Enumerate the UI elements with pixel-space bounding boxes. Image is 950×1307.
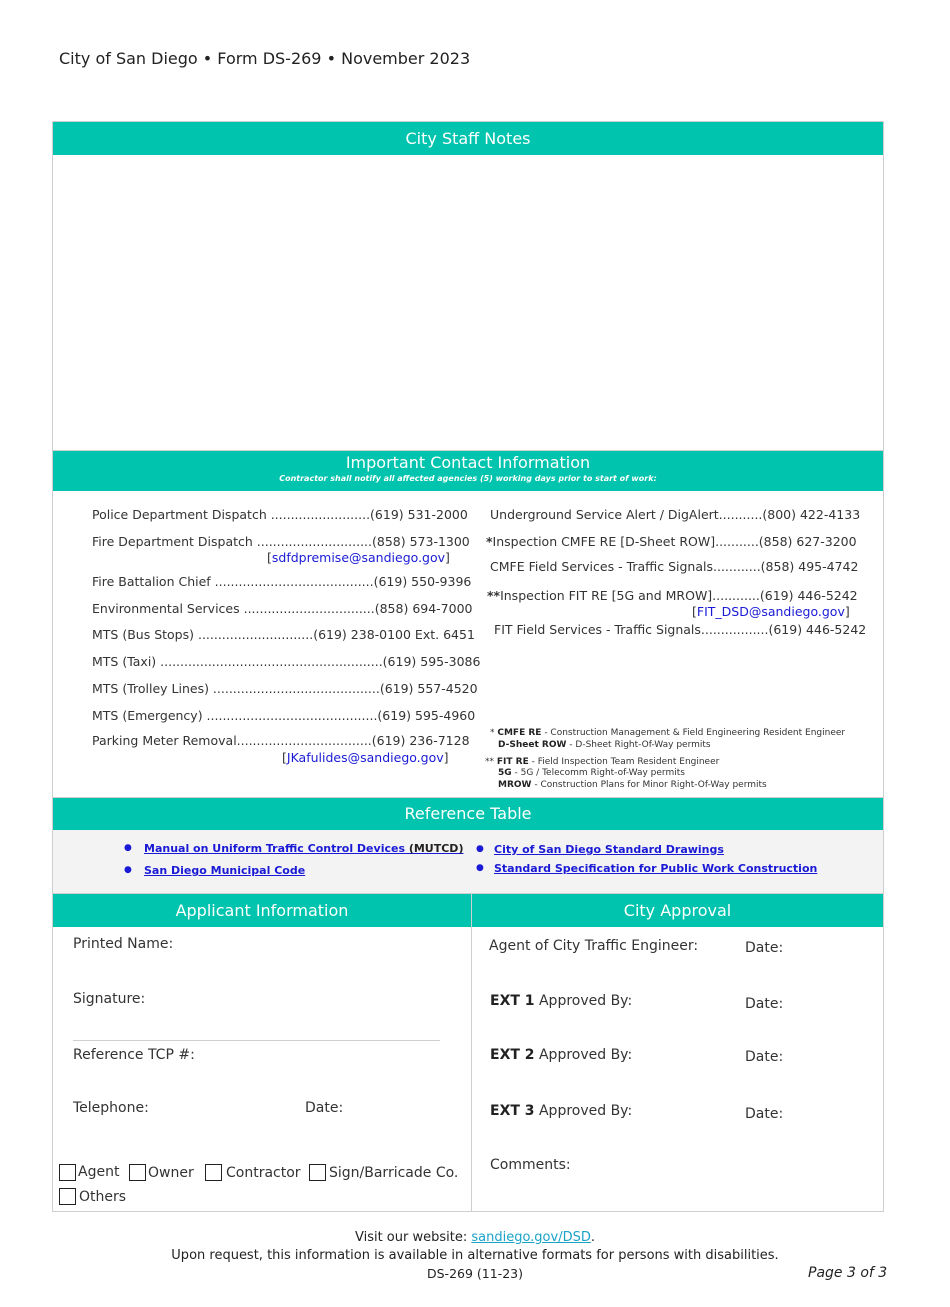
- note-mrow: MROW - Construction Plans for Minor Right-Of-Way permits: [498, 780, 767, 790]
- footer-accessibility: Upon request, this information is available in alternative formats for persons with disabilities.: [171, 1248, 779, 1263]
- bullet-4: ●: [476, 863, 484, 873]
- contact-environmental: Environmental Services .................................(858) 694-7000: [92, 601, 473, 616]
- fit-email-link[interactable]: FIT_DSD@sandiego.gov: [696, 604, 845, 619]
- form-header: City of San Diego • Form DS-269 • November 2023: [59, 49, 471, 68]
- contact-cmfe-signals: [490, 559, 858, 574]
- note-fit: ** FIT RE - Field Inspection Team Resident Engineer: [485, 757, 720, 767]
- sign-barricade-checkbox[interactable]: [309, 1164, 326, 1181]
- contact-fire-dispatch: Fire Department Dispatch .............................(858) 573-1300: [92, 534, 470, 549]
- sign-barricade-label: Sign/Barricade Co.: [329, 1165, 459, 1181]
- contact-digalert: [490, 507, 860, 522]
- contact-mts-emergency: MTS (Emergency) ...........................................(619) 595-4960: [92, 708, 476, 723]
- contact-mts-bus: MTS (Bus Stops) .............................(619) 238-0100 Ext. 6451: [92, 627, 475, 642]
- reference-title: Reference Table: [404, 804, 532, 823]
- footer-form-code: DS-269 (11-23): [427, 1266, 523, 1281]
- bullet-2: ●: [124, 865, 132, 875]
- contact-title: Important Contact Information: [345, 453, 591, 472]
- approval-date-label-3: Date:: [745, 1049, 784, 1065]
- column-divider: [471, 894, 472, 1211]
- contact-fit-text: Inspection FIT RE [5G and MROW]............(619) 446-5242: [500, 588, 858, 603]
- ext1-label: EXT 1 Approved By:: [490, 993, 633, 1009]
- contact-parking: Parking Meter Removal..................................(619) 236-7128: [92, 733, 470, 748]
- owner-checkbox[interactable]: [129, 1164, 146, 1181]
- agent-label: Agent: [78, 1164, 120, 1180]
- contact-fit-mark: **: [487, 588, 501, 603]
- approval-bar: [472, 894, 883, 927]
- contractor-label: Contractor: [226, 1165, 301, 1181]
- website-link[interactable]: sandiego.gov/DSD: [471, 1230, 591, 1245]
- footer-website-line: Visit our website: sandiego.gov/DSD.: [354, 1230, 596, 1245]
- contact-mts-trolley: MTS (Trolley Lines) ..........................................(619) 557-4520: [92, 681, 478, 696]
- page-number: Page 3 of 3: [808, 1265, 888, 1281]
- link-standard-specification[interactable]: Standard Specification for Public Work Construction: [494, 862, 818, 875]
- approval-date-label-4: Date:: [745, 1106, 784, 1122]
- contact-cmfe-text: Inspection CMFE RE [D-Sheet ROW]...........(858) 627-3200: [492, 534, 857, 549]
- contact-police: Police Department Dispatch .........................(619) 531-2000: [92, 507, 468, 522]
- approval-date-label-1: Date:: [745, 940, 784, 956]
- owner-label: Owner: [148, 1165, 194, 1181]
- approval-title: City Approval: [623, 901, 732, 920]
- contact-battalion: Fire Battalion Chief ........................................(619) 550-9396: [92, 574, 472, 589]
- agent-traffic-engineer-label: Agent of City Traffic Engineer:: [489, 938, 699, 954]
- reference-tcp-label: Reference TCP #:: [73, 1047, 195, 1063]
- staff-notes-title: City Staff Notes: [405, 129, 531, 148]
- signature-line[interactable]: [73, 1040, 440, 1041]
- mutcd-suffix: (MUTCD): [405, 842, 464, 855]
- applicant-date-label: Date:: [305, 1100, 344, 1116]
- applicant-title: Applicant Information: [175, 901, 349, 920]
- applicant-bar: [53, 894, 471, 927]
- link-municipal-code[interactable]: San Diego Municipal Code: [144, 864, 306, 877]
- agent-checkbox[interactable]: [59, 1164, 76, 1181]
- contact-fire-email[interactable]: [sdfdpremise@sandiego.gov]: [267, 550, 450, 565]
- staff-notes-bar: [53, 122, 883, 155]
- others-label: Others: [79, 1189, 127, 1205]
- contact-cmfe-signals-text: CMFE Field Services - Traffic Signals............(858) 495-4742: [490, 559, 859, 574]
- others-checkbox[interactable]: [59, 1188, 76, 1205]
- printed-name-label: Printed Name:: [73, 936, 174, 952]
- contact-mts-taxi: MTS (Taxi) ........................................................(619) 595-3086: [92, 654, 481, 669]
- link-mutcd[interactable]: Manual on Uniform Traffic Control Devices (MUTCD): [144, 842, 464, 855]
- approval-date-label-2: Date:: [745, 996, 784, 1012]
- contact-parking-email[interactable]: [JKafulides@sandiego.gov]: [282, 750, 449, 765]
- note-cmfe: * CMFE RE - Construction Management & Field Engineering Resident Engineer: [490, 728, 846, 738]
- staff-notes-section: [52, 121, 884, 451]
- fire-email-link[interactable]: sdfdpremise@sandiego.gov: [271, 550, 446, 565]
- ext3-label: EXT 3 Approved By:: [490, 1103, 633, 1119]
- bullet-3: ●: [476, 844, 484, 854]
- staff-notes-area[interactable]: [53, 155, 883, 450]
- comments-label: Comments:: [490, 1157, 571, 1173]
- note-5g: 5G - 5G / Telecomm Right-of-Way permits: [498, 768, 685, 778]
- ext2-label: EXT 2 Approved By:: [490, 1047, 633, 1063]
- contact-cmfe-inspection: [486, 534, 857, 549]
- reference-bar: [53, 798, 883, 830]
- contact-fit-inspection: [487, 588, 858, 603]
- contractor-checkbox[interactable]: [205, 1164, 222, 1181]
- contact-fit-signals-text: FIT Field Services - Traffic Signals.................(619) 446-5242: [494, 622, 867, 637]
- note-dsheet: D-Sheet ROW - D-Sheet Right-Of-Way permits: [498, 740, 711, 750]
- telephone-label: Telephone:: [73, 1100, 149, 1116]
- link-standard-drawings[interactable]: City of San Diego Standard Drawings: [494, 843, 724, 856]
- contact-fit-signals: [494, 622, 866, 637]
- contact-bar: [53, 451, 883, 491]
- contact-cmfe-mark: *: [486, 534, 493, 549]
- contact-subtitle: Contractor shall notify all affected agencies (5) working days prior to start of work:: [279, 474, 657, 483]
- contact-digalert-text: Underground Service Alert / DigAlert...........(800) 422-4133: [490, 507, 861, 522]
- contact-fit-email[interactable]: [FIT_DSD@sandiego.gov]: [692, 604, 850, 619]
- signature-label: Signature:: [73, 991, 146, 1007]
- bullet-1: ●: [124, 843, 132, 853]
- parking-email-link[interactable]: JKafulides@sandiego.gov: [286, 750, 444, 765]
